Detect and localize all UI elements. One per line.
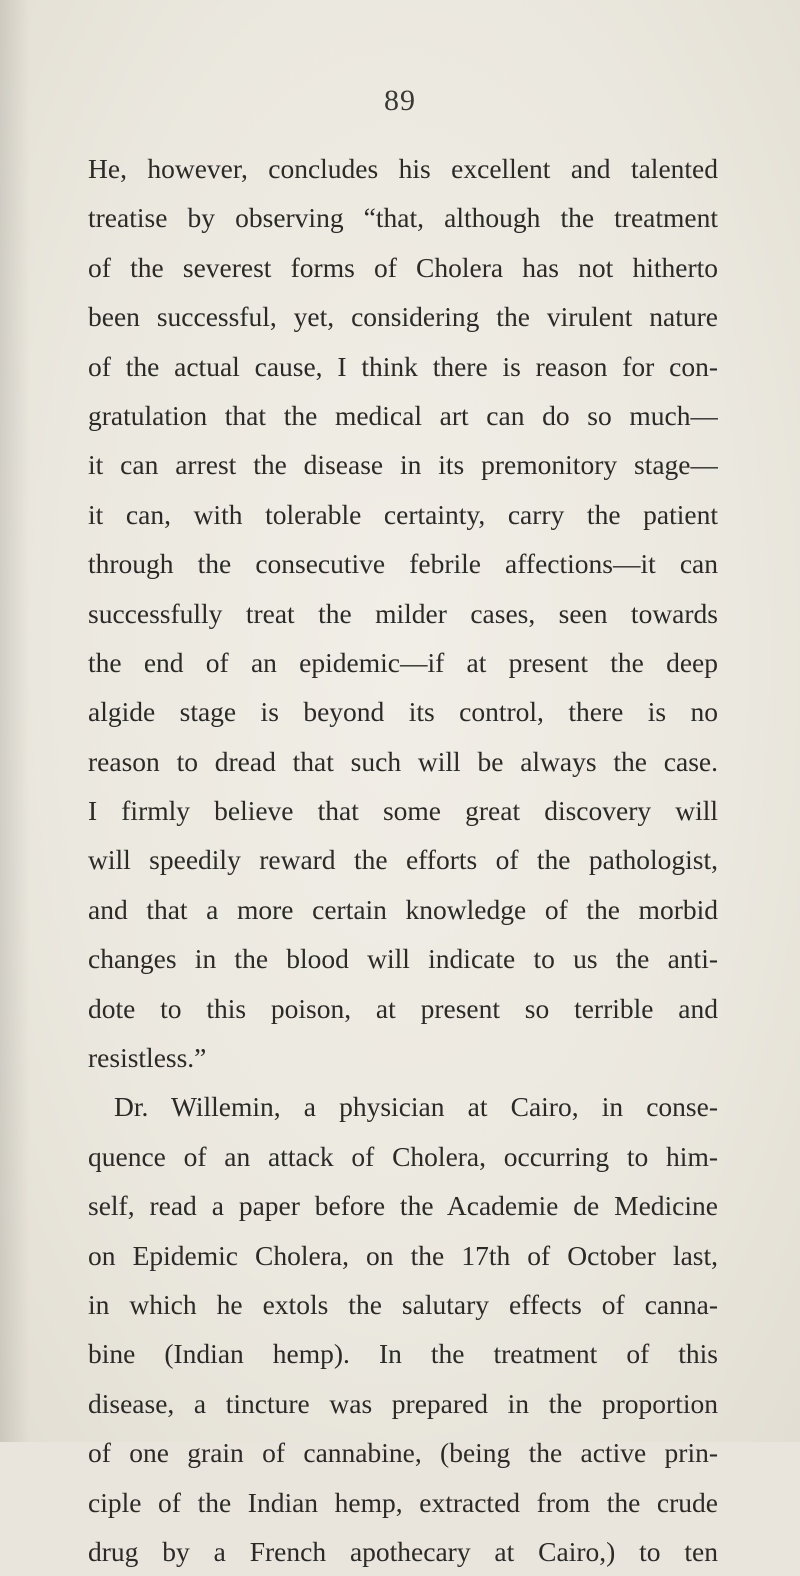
text-line: successfully treat the milder cases, seen towards [88,597,718,629]
text-line: it can arrest the disease in its premonitory stage— [88,449,718,481]
text-line: of the actual cause, I think there is reason for con- [88,350,718,382]
text-line: through the consecutive febrile affections—it can [88,548,718,580]
text-line: will speedily reward the efforts of the pathologist, [88,844,718,876]
page-number: 89 [384,84,416,117]
text-line: He, however, concludes his excellent and talented [88,153,718,184]
text-line: in which he extols the salutary effects of canna- [88,1288,718,1320]
text-line: algide stage is beyond its control, there is no [88,696,718,728]
text-line: of the severest forms of Cholera has not hitherto [88,251,718,283]
text-line: I firmly believe that some great discovery will [88,795,718,827]
text-line: ciple of the Indian hemp, extracted from the crude [88,1486,718,1518]
text-line: gratulation that the medical art can do so much— [88,399,718,431]
text-line: resistless.” [88,1042,207,1074]
text-line: self, read a paper before the Academie de Medicine [88,1190,718,1222]
text-line: disease, a tincture was prepared in the proportion [88,1387,718,1419]
text-line: dote to this poison, at present so terrible and [88,992,718,1024]
text-line: it can, with tolerable certainty, carry the patient [88,498,718,530]
text-line: the end of an epidemic—if at present the deep [88,646,718,678]
text-line: been successful, yet, considering the virulent nature [88,301,718,333]
text-line: and that a more certain knowledge of the morbid [88,893,718,925]
text-line: on Epidemic Cholera, on the 17th of October last, [88,1239,718,1271]
text-line: Dr. Willemin, a physician at Cairo, in conse- [114,1091,718,1123]
text-line: quence of an attack of Cholera, occurring to him- [88,1140,718,1172]
text-line: drug by a French apothecary at Cairo,) to ten [88,1535,718,1567]
text-line: treatise by observing “that, although the treatment [88,202,718,234]
body-text [88,144,718,1576]
text-line: reason to dread that such will be always the case. [88,745,718,777]
text-line: of one grain of cannabine, (being the active prin- [88,1437,718,1469]
text-line: changes in the blood will indicate to us the anti- [88,943,718,975]
text-line: bine (Indian hemp). In the treatment of this [88,1338,718,1370]
